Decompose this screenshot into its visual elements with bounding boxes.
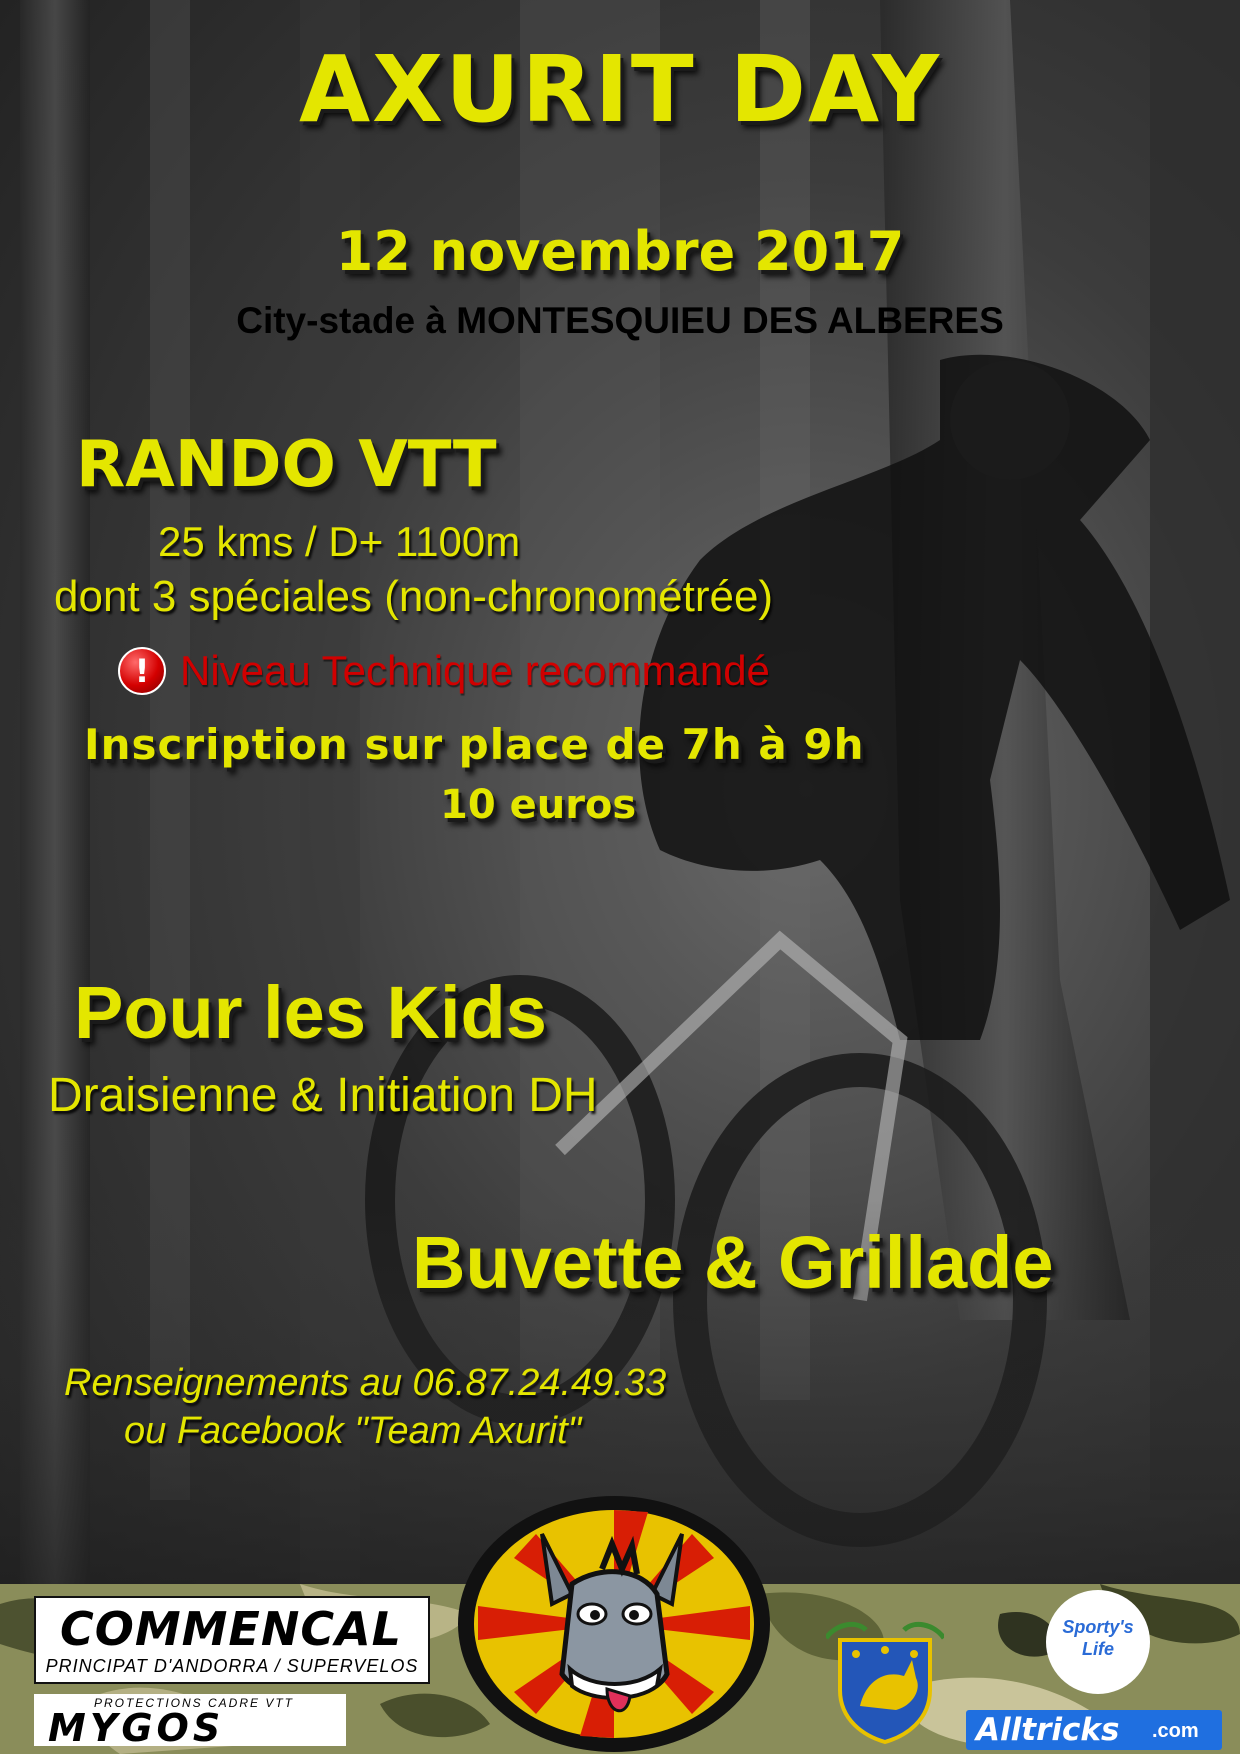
mygos-logo [34, 1694, 346, 1750]
kids-subtitle: Draisienne & Initiation DH [48, 1069, 598, 1122]
alltricks-logo [966, 1710, 1222, 1750]
exclamation-icon: ! [118, 647, 166, 695]
warning-text: Niveau Technique recommandé [180, 647, 770, 694]
sportys-name: Sporty's [1062, 1617, 1134, 1637]
rando-distance: 25 kms / D+ 1100m [158, 518, 521, 565]
commencal-tagline: PRINCIPAT D'ANDORRA / SUPERVELOS [45, 1656, 419, 1676]
kids-title: Pour les Kids [74, 971, 547, 1054]
info-phone: Renseignements au 06.87.24.49.33 [64, 1362, 667, 1404]
rando-title: RANDO VTT [76, 428, 497, 502]
rando-specials: dont 3 spéciales (non-chronométrée) [54, 572, 774, 621]
event-date: 12 novembre 2017 [335, 220, 905, 283]
sportys-life-logo [1046, 1590, 1150, 1694]
warning-row [118, 644, 770, 698]
village-crest-logo [826, 1620, 944, 1746]
alltricks-suffix: .com [1152, 1720, 1199, 1742]
inscription-info: Inscription sur place de 7h à 9h [84, 720, 865, 769]
buvette-title: Buvette & Grillade [412, 1221, 1054, 1304]
mygos-tagline: PROTECTIONS CADRE VTT [94, 1696, 295, 1710]
team-axurit-donkey-logo [452, 1474, 776, 1754]
mygos-name: MYGOS [48, 1706, 225, 1750]
sportys-life: Life [1081, 1639, 1114, 1659]
alltricks-name: Alltricks [976, 1712, 1120, 1748]
event-venue: City-stade à MONTESQUIEU DES ALBERES [236, 300, 1004, 341]
info-facebook: ou Facebook "Team Axurit" [124, 1410, 582, 1452]
price: 10 euros [440, 782, 637, 828]
event-title: AXURIT DAY [298, 36, 942, 143]
commencal-name: COMMENCAL [59, 1602, 402, 1656]
commencal-logo [34, 1596, 430, 1684]
